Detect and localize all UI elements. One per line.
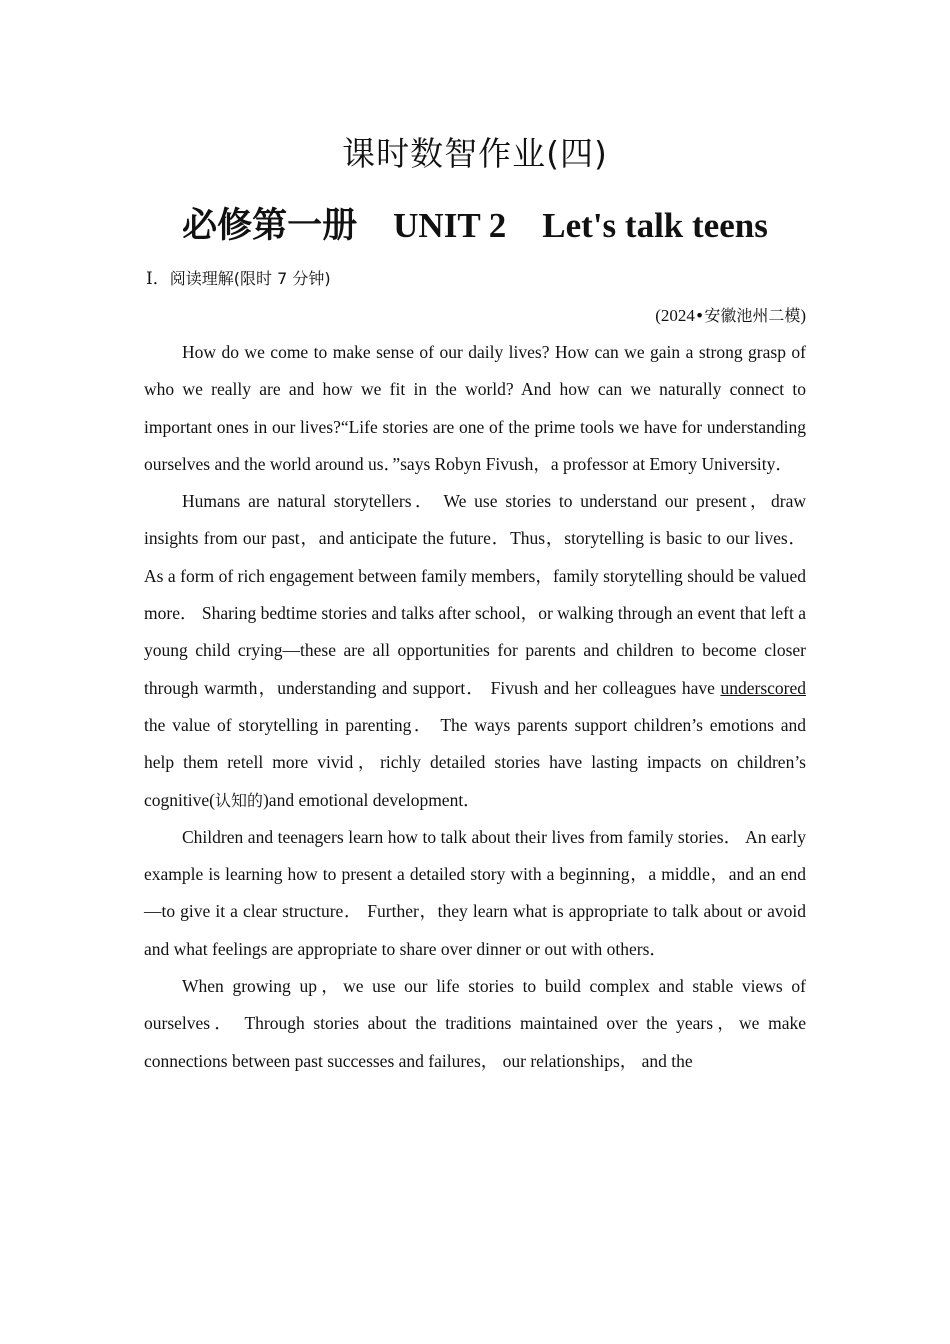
subtitle-book: 必修第一册 — [182, 206, 358, 246]
source-year: (2024 — [655, 306, 695, 325]
chinese-gloss: 认知的 — [214, 790, 263, 810]
paragraph-2-text-c: )and emotional development． — [262, 789, 481, 810]
underlined-word: underscored — [720, 677, 806, 698]
paragraph-4: When growing up，we use our life stories to build complex and stable views of ourselves． Through stories about the traditions maintained over the years，we make connections between past successes and failures， our relationships， and the — [144, 976, 806, 1071]
paragraph-3: Children and teenagers learn how to talk about their lives from family stories． An early example is learning how to present a detailed story with a beginning，a middle，and an end—to give it a clear structure． Further，they learn what is appropriate to talk about or avoid and what feelings are appropriate to share over dinner or out with others． — [144, 826, 806, 959]
source-place: 安徽池州二模 — [704, 306, 801, 325]
source-dot: • — [694, 306, 705, 325]
document-subtitle — [0, 198, 950, 248]
subtitle-topic: Let's talk teens — [542, 206, 768, 245]
document-title: 课时数智作业(四) — [342, 134, 608, 173]
paragraph-1: How do we come to make sense of our daily lives? How can we gain a strong grasp of who we really are and how we fit in the world? And how can we naturally connect to important ones in our lives?“Life stories are one of the prime tools we have for understanding ourselves and the world around us．”says Robyn Fivush，a professor at Emory University． — [144, 342, 806, 474]
paragraph-2-text-b: the value of storytelling in parenting． The ways parents support children’s emotions and help them retell more vivid，richly detailed stories have lasting impacts on children’s cognitive( — [144, 714, 806, 810]
subtitle-unit: UNIT 2 — [393, 206, 507, 245]
section-numeral: Ⅰ． — [146, 269, 170, 288]
source-close: ) — [800, 306, 806, 325]
source-citation — [655, 303, 806, 329]
section-label: 阅读理解 — [169, 269, 234, 288]
paragraph-2-text-a: Humans are natural storytellers． We use stories to understand our present，draw insights from our past，and anticipate the future．Thus，storytelling is basic to our lives． As a form of rich engagement between family members，family storytelling should be valued more． Sharing bedtime stories and talks after school，or walking through an event that left a young child crying—these are all opportunities for parents and children to become closer through warmth，understanding and support． Fivush and her colleagues have — [144, 491, 806, 698]
section-time-limit: (限时 7 分钟) — [233, 269, 331, 288]
paragraph-2 — [144, 483, 806, 819]
reading-passage — [144, 334, 806, 1080]
section-heading — [146, 266, 331, 292]
